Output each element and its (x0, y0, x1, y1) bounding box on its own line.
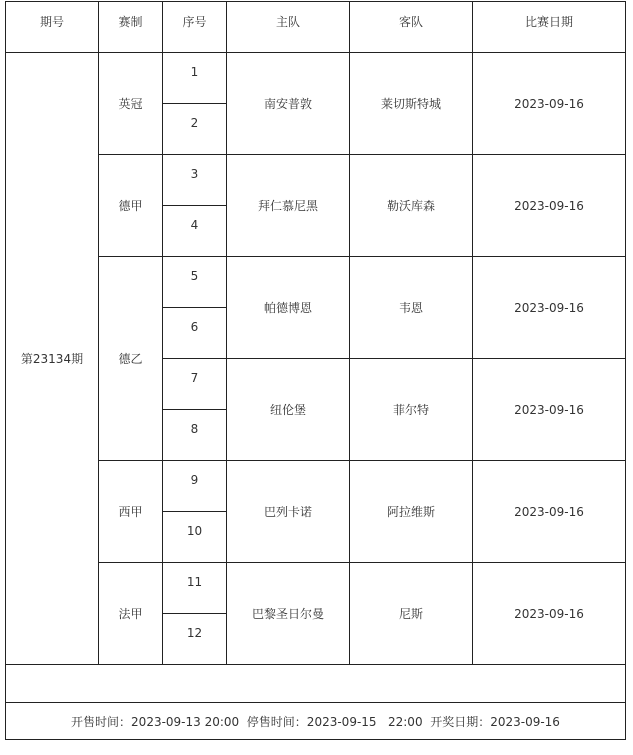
header-period: 期号 (6, 2, 99, 53)
seq-cell: 11 (163, 563, 227, 614)
seq-cell: 10 (163, 512, 227, 563)
match-date-cell: 2023-09-16 (473, 563, 626, 665)
sales-info-cell (6, 703, 626, 740)
away-team-cell: 阿拉维斯 (350, 461, 473, 563)
blank-cell (6, 665, 626, 703)
seq-cell: 9 (163, 461, 227, 512)
seq-cell: 4 (163, 206, 227, 257)
blank-row (6, 665, 626, 703)
match-date-cell: 2023-09-16 (473, 53, 626, 155)
home-team-cell: 拜仁慕尼黑 (227, 155, 350, 257)
home-team-cell: 巴列卡诺 (227, 461, 350, 563)
away-team-cell: 菲尔特 (350, 359, 473, 461)
table-row (6, 53, 626, 104)
match-date-cell: 2023-09-16 (473, 461, 626, 563)
seq-cell: 8 (163, 410, 227, 461)
match-date-cell: 2023-09-16 (473, 257, 626, 359)
seq-cell: 12 (163, 614, 227, 665)
league-cell: 德甲 (99, 155, 163, 257)
seq-cell: 1 (163, 53, 227, 104)
home-team-cell: 纽伦堡 (227, 359, 350, 461)
home-team-cell: 帕德博恩 (227, 257, 350, 359)
table-header-row (6, 2, 626, 53)
header-home-team: 主队 (227, 2, 350, 53)
seq-cell: 2 (163, 104, 227, 155)
away-team-cell: 莱切斯特城 (350, 53, 473, 155)
table-row (6, 155, 626, 206)
table-row (6, 461, 626, 512)
header-away-team: 客队 (350, 2, 473, 53)
header-match-date: 比赛日期 (473, 2, 626, 53)
league-cell: 德乙 (99, 257, 163, 461)
away-team-cell: 韦恩 (350, 257, 473, 359)
seq-cell: 5 (163, 257, 227, 308)
table-row (6, 257, 626, 308)
sales-info-row (6, 703, 626, 740)
league-cell: 英冠 (99, 53, 163, 155)
seq-cell: 6 (163, 308, 227, 359)
header-league: 赛制 (99, 2, 163, 53)
league-cell: 法甲 (99, 563, 163, 665)
away-team-cell: 勒沃库森 (350, 155, 473, 257)
match-schedule-table (5, 1, 626, 740)
match-date-cell: 2023-09-16 (473, 359, 626, 461)
sales-info-text: 开售时间：2023-09-13 20:00 停售时间：2023-09-15 22:00 开奖日期：2023-09-16 (71, 714, 560, 729)
home-team-cell: 南安普敦 (227, 53, 350, 155)
header-seq: 序号 (163, 2, 227, 53)
seq-cell: 7 (163, 359, 227, 410)
away-team-cell: 尼斯 (350, 563, 473, 665)
period-cell: 第23134期 (6, 53, 99, 665)
match-date-cell: 2023-09-16 (473, 155, 626, 257)
home-team-cell: 巴黎圣日尔曼 (227, 563, 350, 665)
league-cell: 西甲 (99, 461, 163, 563)
table-row (6, 563, 626, 614)
seq-cell: 3 (163, 155, 227, 206)
